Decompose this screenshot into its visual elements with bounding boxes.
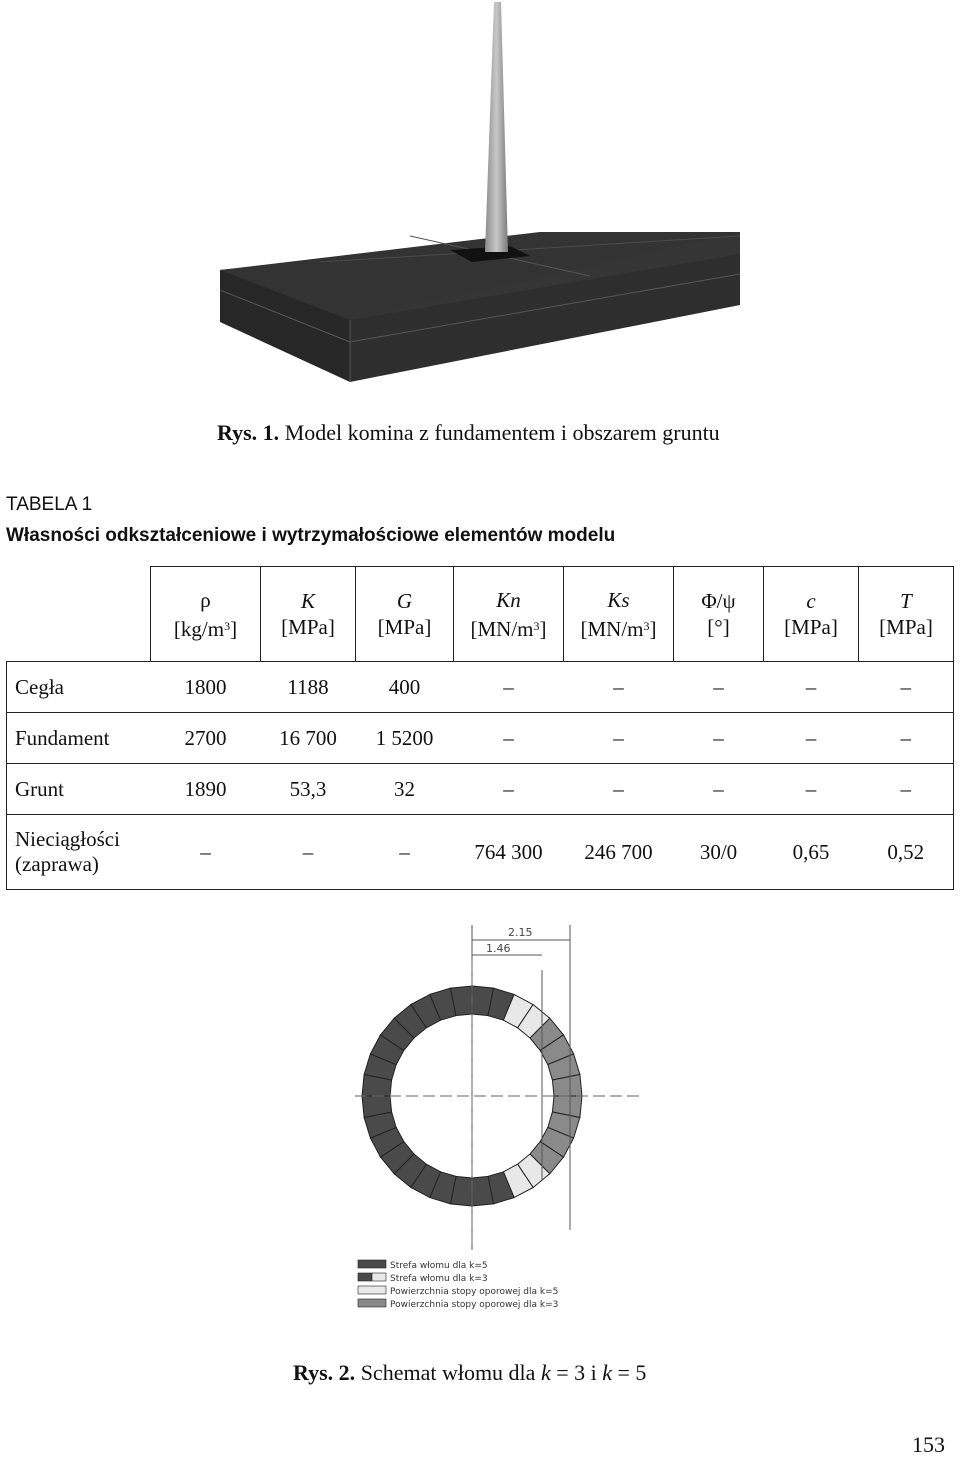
table-cell: 32 — [356, 764, 454, 815]
legend-swatch — [358, 1286, 386, 1294]
legend-label: Strefa włomu dla k=3 — [390, 1274, 488, 1284]
legend — [358, 1260, 558, 1310]
legend-swatch — [372, 1273, 386, 1281]
table-cell: 246 700 — [564, 815, 674, 890]
header-shear-stiffness: Ks $[MN/m^3]$ — [564, 567, 674, 662]
header-shear-modulus: G [MPa] — [356, 567, 454, 662]
table-cell: – — [674, 662, 764, 713]
header-friction-dilation: Φ/ψ [°] — [674, 567, 764, 662]
table-cell: – — [564, 764, 674, 815]
table-cell: – — [674, 713, 764, 764]
table-cell: 0,52 — [859, 815, 954, 890]
material-properties-table — [6, 566, 954, 890]
table-cell: – — [564, 713, 674, 764]
header-density: ρ $[kg/m^3]$ — [151, 567, 261, 662]
table-cell: – — [859, 713, 954, 764]
table-row — [7, 764, 954, 815]
table-cell: – — [674, 764, 764, 815]
table-cell: 400 — [356, 662, 454, 713]
legend-label: Strefa włomu dla k=5 — [390, 1261, 488, 1271]
table-row — [7, 815, 954, 890]
dim-outer-label: 2.15 — [508, 926, 533, 939]
table-row — [7, 662, 954, 713]
figure-1-label: Rys. 1. — [217, 420, 280, 445]
row-name: Nieciągłości (zaprawa) — [7, 815, 151, 890]
table-cell: – — [859, 764, 954, 815]
chimney-model-figure — [210, 0, 750, 385]
table-cell: – — [356, 815, 454, 890]
figure-2-label: Rys. 2. — [293, 1360, 356, 1385]
table-cell: – — [859, 662, 954, 713]
table-cell: – — [261, 815, 356, 890]
figure-1-caption-text: Model komina z fundamentem i obszarem gruntu — [284, 420, 720, 445]
table-cell: 1 5200 — [356, 713, 454, 764]
header-empty-cell — [7, 567, 151, 662]
breakout-scheme-figure — [340, 920, 640, 1320]
legend-label: Powierzchnia stopy oporowej dla k=3 — [390, 1300, 559, 1310]
table-cell: 53,3 — [261, 764, 356, 815]
header-normal-stiffness: Kn $[MN/m^3]$ — [454, 567, 564, 662]
chimney-stack — [485, 2, 508, 252]
table-row — [7, 713, 954, 764]
figure-1-caption — [217, 420, 720, 446]
table-cell: – — [764, 713, 859, 764]
table-cell: 1890 — [151, 764, 261, 815]
figure-2-caption-text: Schemat włomu dla — [360, 1360, 541, 1385]
row-name: Fundament — [7, 713, 151, 764]
figure-2-caption: Rys. 2. Schemat włomu dla k = 3 i k = 5 — [293, 1360, 647, 1385]
table-title: Własności odkształceniowe i wytrzymałościowe elementów modelu — [6, 525, 616, 546]
table-cell: – — [764, 662, 859, 713]
table-cell: – — [764, 764, 859, 815]
table-label: TABELA 1 — [6, 494, 93, 515]
table-cell: 16 700 — [261, 713, 356, 764]
table-cell: 1188 — [261, 662, 356, 713]
table-cell: 0,65 — [764, 815, 859, 890]
dim-inner-label: 1.46 — [486, 942, 511, 955]
legend-label: Powierzchnia stopy oporowej dla k=5 — [390, 1287, 559, 1297]
header-tensile-strength: T [MPa] — [859, 567, 954, 662]
header-bulk-modulus: K [MPa] — [261, 567, 356, 662]
table-cell: 1800 — [151, 662, 261, 713]
page-number: 153 — [912, 1432, 945, 1457]
table-cell: – — [151, 815, 261, 890]
row-name: Cegła — [7, 662, 151, 713]
table-cell: – — [454, 764, 564, 815]
header-cohesion: c [MPa] — [764, 567, 859, 662]
table-cell: – — [454, 713, 564, 764]
table-cell: – — [564, 662, 674, 713]
row-name: Grunt — [7, 764, 151, 815]
table-cell: 2700 — [151, 713, 261, 764]
table-cell: 30/0 — [674, 815, 764, 890]
table-cell: – — [454, 662, 564, 713]
legend-swatch — [358, 1299, 386, 1307]
table-cell: 764 300 — [454, 815, 564, 890]
legend-swatch — [358, 1260, 386, 1268]
